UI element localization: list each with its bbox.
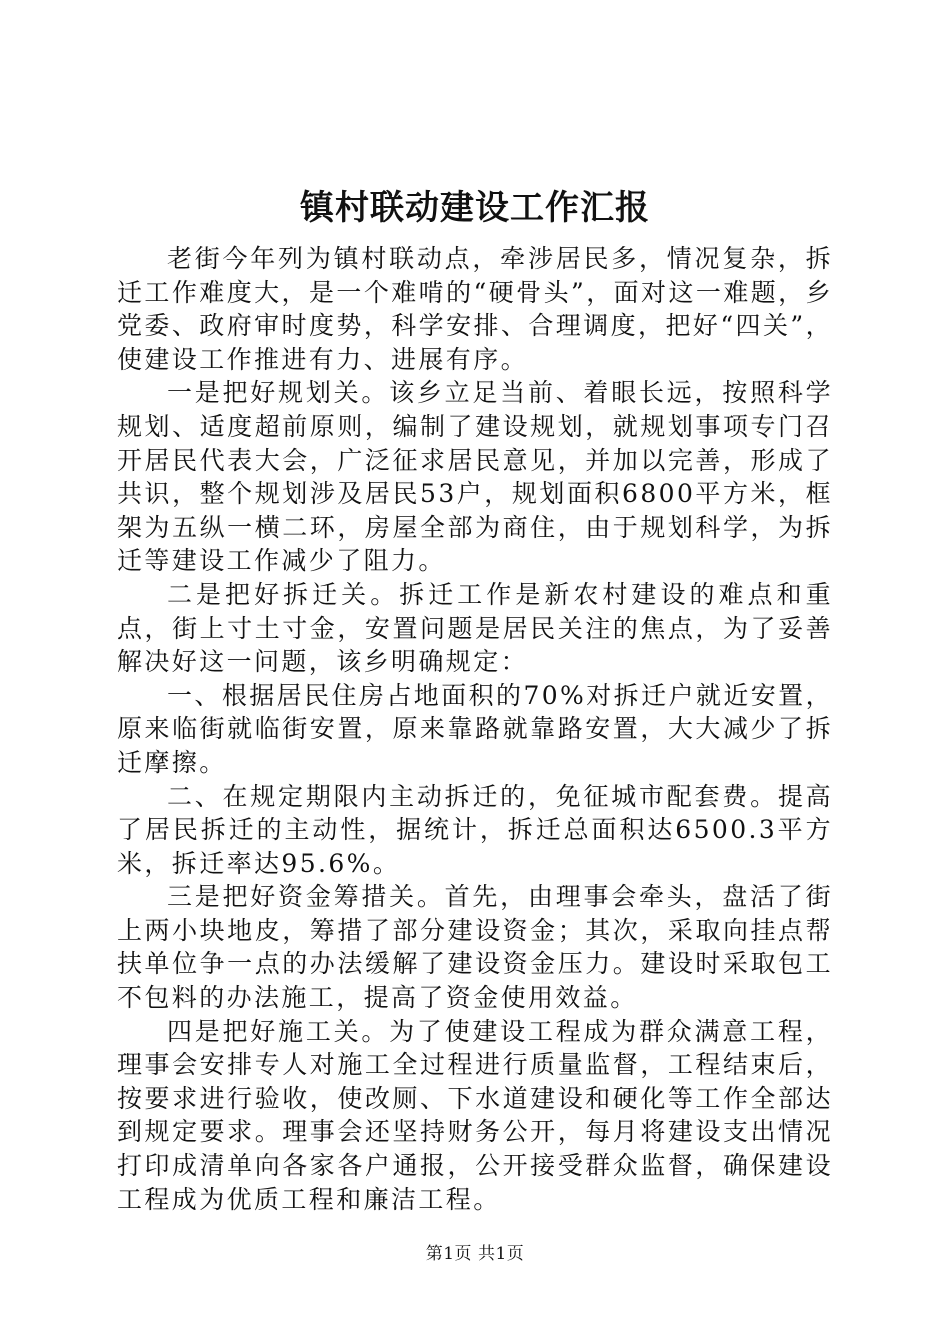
paragraph-rule-two: 二、在规定期限内主动拆迁的，免征城市配套费。提高了居民拆迁的主动性，据统计，拆迁总面积达6500.3平方米，拆迁率达95.6%。 (117, 781, 833, 878)
paragraph-construction: 四是把好施工关。为了使建设工程成为群众满意工程，理事会安排专人对施工全过程进行质量监督，工程结束后，按要求进行验收，使改厕、下水道建设和硬化等工作全部达到规定要求。理事会还坚持财务公开，每月将建设支出情况打印成清单向各家各户通报，公开接受群众监督，确保建设工程成为优质工程和廉洁工程。 (117, 1016, 833, 1214)
paragraph-rule-one: 一、根据居民住房占地面积的70%对拆迁户就近安置，原来临街就临街安置，原来靠路就靠路安置，大大减少了拆迁摩擦。 (117, 680, 833, 777)
page-number-footer: 第1页 共1页 (425, 1244, 525, 1264)
document-title: 镇村联动建设工作汇报 (300, 188, 650, 228)
document-body (117, 242, 833, 1216)
paragraph-demolition: 二是把好拆迁关。拆迁工作是新农村建设的难点和重点，街上寸土寸金，安置问题是居民关注的焦点，为了妥善解决好这一问题，该乡明确规定： (117, 579, 833, 677)
paragraph-planning: 一是把好规划关。该乡立足当前、着眼长远，按照科学规划、适度超前原则，编制了建设规划，就规划事项专门召开居民代表大会，广泛征求居民意见，并加以完善，形成了共识，整个规划涉及居民53户，规划面积6800平方米，框架为五纵一横二环，房屋全部为商住，由于规划科学，为拆迁等建设工作减少了阻力。 (117, 378, 833, 576)
paragraph-funding: 三是把好资金筹措关。首先，由理事会牵头，盘活了街上两小块地皮，筹措了部分建设资金；其次，采取向挂点帮扶单位争一点的办法缓解了建设资金压力。建设时采取包工不包料的办法施工，提高了资金使用效益。 (117, 882, 833, 1013)
paragraph-intro: 老街今年列为镇村联动点，牵涉居民多，情况复杂，拆迁工作难度大，是一个难啃的“硬骨头”，面对这一难题，乡党委、政府审时度势，科学安排、合理调度，把好“四关”，使建设工作推进有力、进展有序。 (117, 244, 833, 374)
